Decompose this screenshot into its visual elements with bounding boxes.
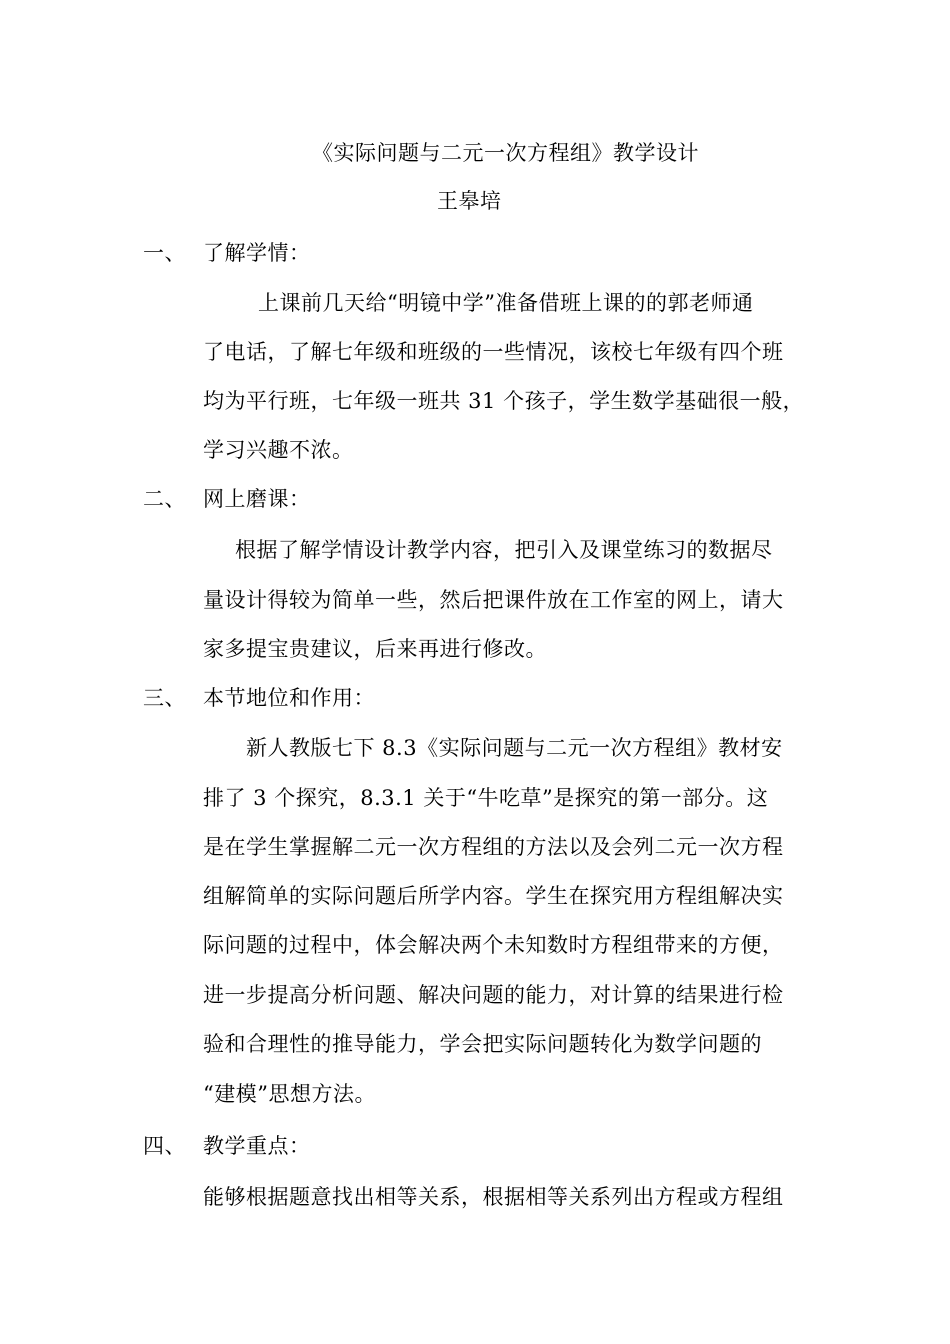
paragraph-line: 际问题的过程中，体会解决两个未知数时方程组带来的方便， <box>203 933 784 957</box>
paragraph-line: 家多提宝贵建议，后来再进行修改。 <box>203 637 547 661</box>
section-heading: 了解学情： <box>203 241 311 265</box>
paragraph-line: 组解简单的实际问题后所学内容。学生在探究用方程组解决实 <box>203 884 784 908</box>
paragraph-line: 新人教版七下 8.3《实际问题与二元一次方程组》教材安 <box>246 736 783 760</box>
paragraph-line: 进一步提高分析问题、解决问题的能力，对计算的结果进行检 <box>203 983 784 1007</box>
document-author: 王皋培 <box>437 189 502 213</box>
section-heading: 教学重点： <box>203 1134 311 1158</box>
section-number: 一、 <box>143 241 186 265</box>
paragraph-line: 是在学生掌握解二元一次方程组的方法以及会列二元一次方程 <box>203 835 784 859</box>
section-number: 三、 <box>143 686 186 710</box>
paragraph-line: 验和合理性的推导能力，学会把实际问题转化为数学问题的 <box>203 1032 762 1056</box>
paragraph-line: 量设计得较为简单一些，然后把课件放在工作室的网上，请大 <box>203 588 784 612</box>
section-number: 四、 <box>143 1134 186 1158</box>
section-number: 二、 <box>143 487 186 511</box>
paragraph-line: 均为平行班，七年级一班共 31 个孩子，学生数学基础很一般， <box>203 389 805 413</box>
paragraph-line: 学习兴趣不浓。 <box>203 438 354 462</box>
paragraph-line: “建模”思想方法。 <box>203 1082 376 1106</box>
document-title: 《实际问题与二元一次方程组》教学设计 <box>312 141 699 165</box>
paragraph-line: 排了 3 个探究，8.3.1 关于“牛吃草”是探究的第一部分。这 <box>203 786 769 810</box>
paragraph-line: 能够根据题意找出相等关系，根据相等关系列出方程或方程组 <box>203 1185 784 1209</box>
section-heading: 本节地位和作用： <box>203 686 375 710</box>
paragraph-line: 上课前几天给“明镜中学”准备借班上课的的郭老师通 <box>258 291 754 315</box>
paragraph-line: 根据了解学情设计教学内容，把引入及课堂练习的数据尽 <box>235 538 773 562</box>
section-heading: 网上磨课： <box>203 487 311 511</box>
paragraph-line: 了电话，了解七年级和班级的一些情况，该校七年级有四个班 <box>203 340 784 364</box>
